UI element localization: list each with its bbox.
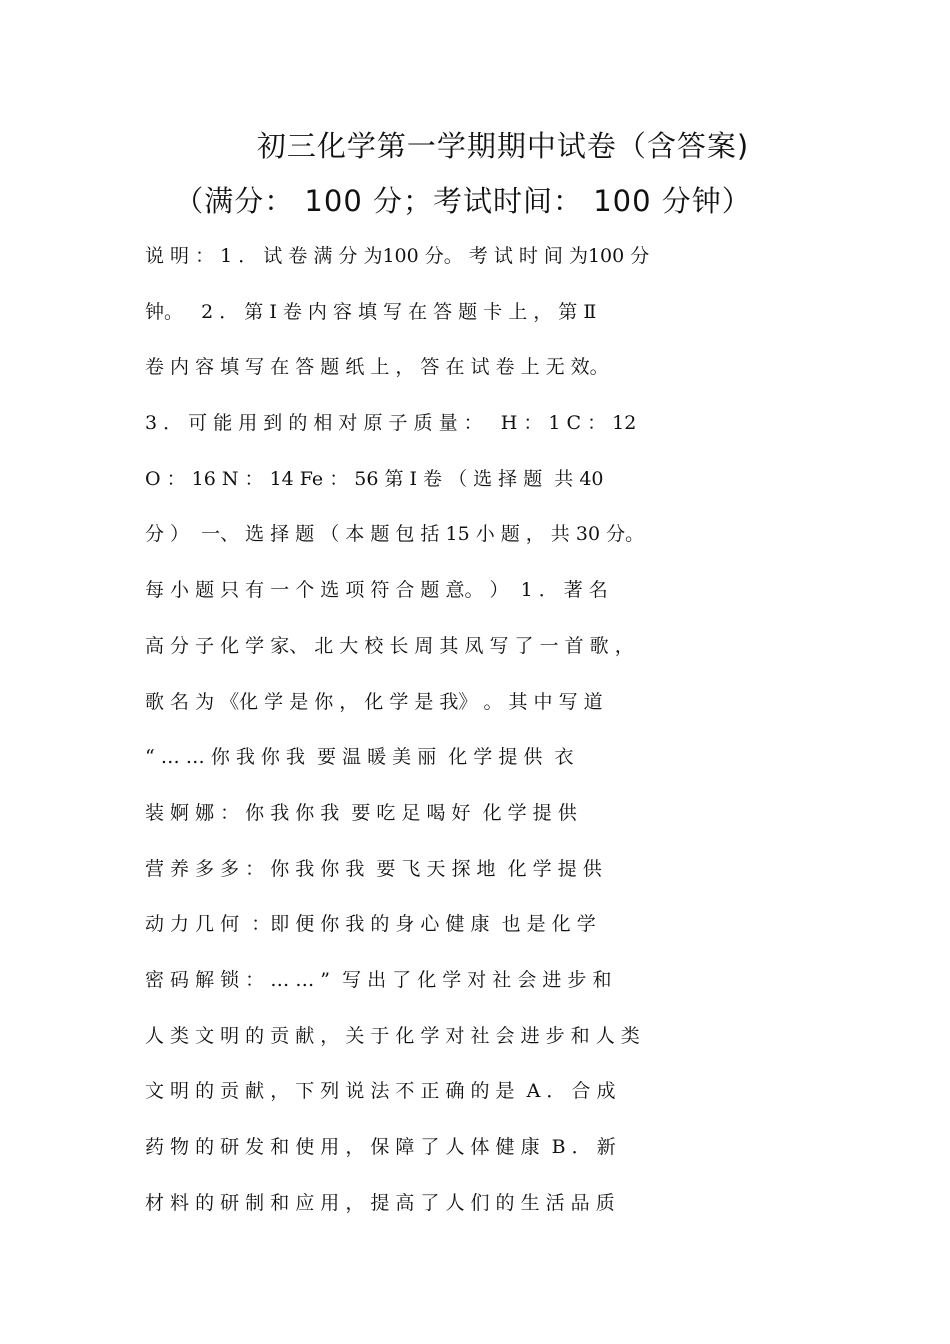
body-line: 高 分 子 化 学 家、 北 大 校 长 周 其 凤 写 了 一 首 歌 ，	[145, 634, 634, 657]
body-line: 密 码 解 锁 ： … … ” 写 出 了 化 学 对 社 会 进 步 和	[145, 968, 612, 991]
body-line: 钟。 2 ． 第 Ⅰ 卷 内 容 填 写 在 答 题 卡 上 ， 第 Ⅱ	[145, 300, 597, 323]
body-line: 卷 内 容 填 写 在 答 题 纸 上 ， 答 在 试 卷 上 无 效。	[145, 356, 609, 379]
document-body	[145, 240, 845, 1242]
body-line: O ： 16 N ： 14 Fe ： 56 第 Ⅰ 卷 （ 选 择 题 共 40	[145, 467, 604, 490]
body-line: 文 明 的 贡 献 ， 下 列 说 法 不 正 确 的 是 A ． 合 成	[145, 1080, 616, 1103]
body-line: 材 料 的 研 制 和 应 用 ， 提 高 了 人 们 的 生 活 品 质	[145, 1191, 615, 1214]
body-line: 营 养 多 多 ： 你 我 你 我 要 飞 天 探 地 化 学 提 供	[145, 857, 602, 880]
body-line: 说 明 ： 1 ． 试 卷 满 分 为100 分。 考 试 时 间 为100 分	[145, 245, 650, 267]
page-title: 初三化学第一学期期中试卷（含答案)	[256, 129, 750, 163]
body-line: 歌 名 为 《化 学 是 你 ， 化 学 是 我》 。 其 中 写 道	[145, 690, 603, 713]
page-subtitle: （满分： 100 分；考试时间： 100 分钟）	[174, 184, 752, 218]
body-line: 人 类 文 明 的 贡 献 ， 关 于 化 学 对 社 会 进 步 和 人 类	[145, 1024, 640, 1047]
body-line: 装 婀 娜 ： 你 我 你 我 要 吃 足 喝 好 化 学 提 供	[145, 801, 577, 824]
body-line: 药 物 的 研 发 和 使 用 ， 保 障 了 人 体 健 康 B ． 新	[145, 1136, 616, 1158]
body-line: 分 ） 一、 选 择 题 （ 本 题 包 括 15 小 题 ， 共 30 分。	[145, 523, 645, 546]
body-line: “ … … 你 我 你 我 要 温 暖 美 丽 化 学 提 供 衣	[145, 746, 574, 769]
body-line: 动 力 几 何 ：即 便 你 我 的 身 心 健 康 也 是 化 学	[145, 913, 596, 936]
body-line: 每 小 题 只 有 一 个 选 项 符 合 题 意。 ） 1 ． 著 名	[145, 579, 608, 602]
body-line: 3 ． 可 能 用 到 的 相 对 原 子 质 量 ： H ： 1 C ： 12	[145, 412, 637, 435]
